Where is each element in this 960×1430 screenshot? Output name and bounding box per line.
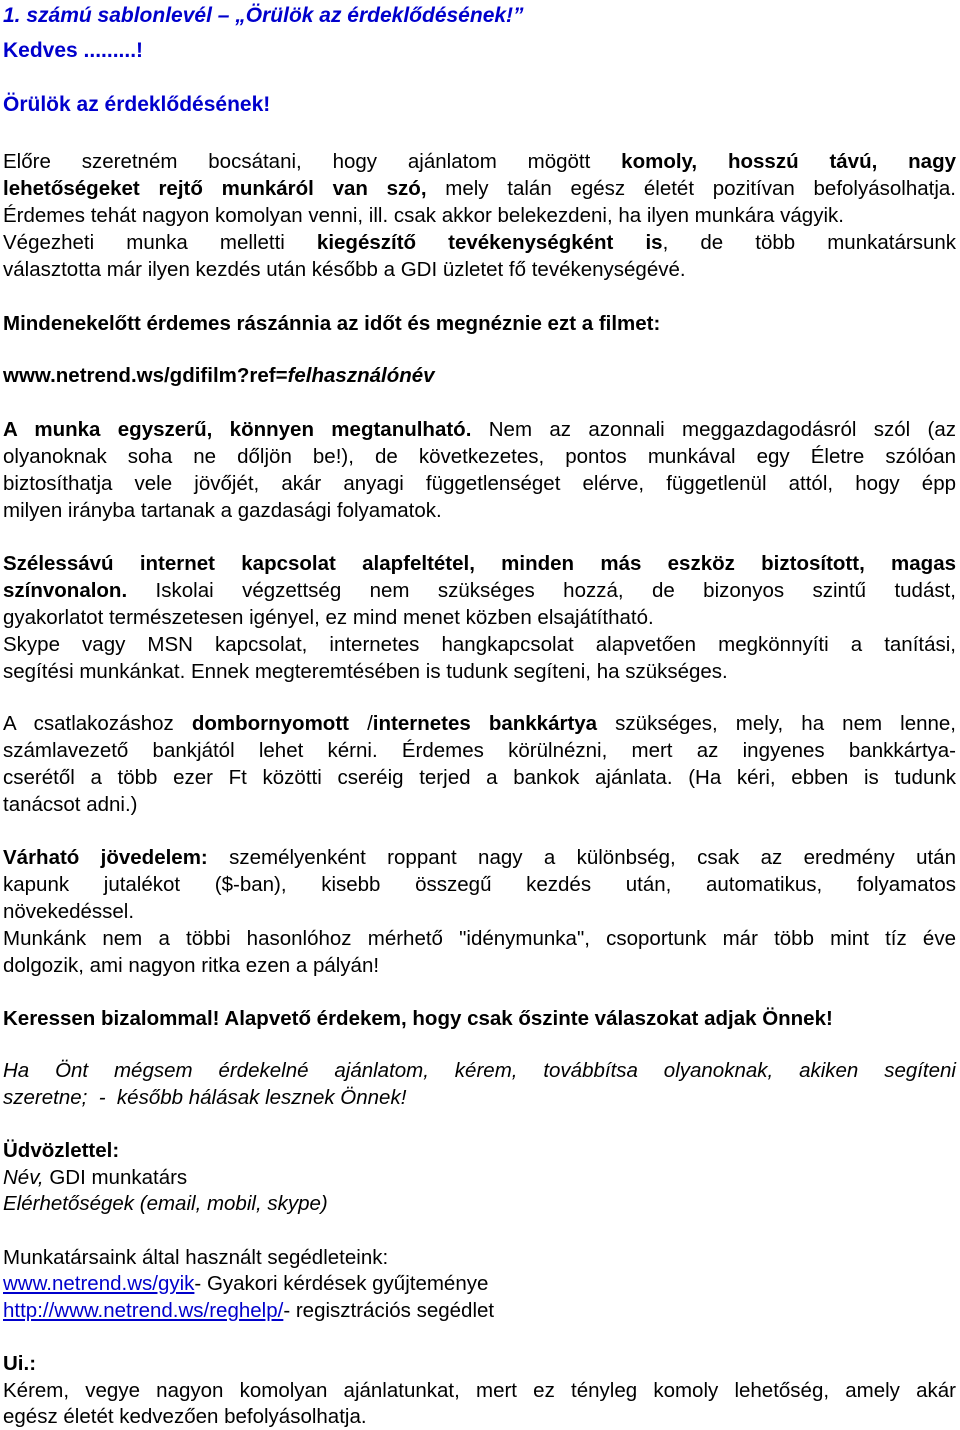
text: szükséges, mely, ha nem lenne, <box>597 712 956 735</box>
reghelp-link[interactable]: http://www.netrend.ws/reghelp/ <box>3 1299 284 1322</box>
p2-line-1 <box>3 417 956 443</box>
ps-line-2: egész életét kedvezően befolyásolhatja. <box>3 1405 367 1428</box>
p5-line-1 <box>3 845 956 871</box>
p1-line-1 <box>3 149 956 175</box>
template-title: 1. számú sablonlevél – „Örülök az érdeklődésének!” <box>3 4 524 27</box>
ps-line-1: Kérem, vegye nagyon komolyan ajánlatunkat, mert ez tényleg komoly lehetőség, amely akár <box>3 1379 956 1402</box>
text: / <box>349 712 373 735</box>
film-url <box>3 363 435 389</box>
emphasis: A munka egyszerű, könnyen megtanulható. <box>3 418 472 441</box>
ps-label: Ui.: <box>3 1352 37 1375</box>
text: Iskolai végzettség nem szükséges hozzá, de bizonyos szintű tudást, <box>127 579 956 602</box>
p2-line-2: olyanoknak soha ne dőljön be!), de következetes, pontos munkával egy Életre szólóan <box>3 445 956 468</box>
url-text: www.netrend.ws/gdifilm?ref= <box>3 364 288 387</box>
name-placeholder: Név, <box>3 1166 44 1189</box>
emphasis: színvonalon. <box>3 579 128 602</box>
text: , de több munkatársunk <box>662 231 956 254</box>
tools-item-1 <box>3 1271 488 1297</box>
p5-line-5: dolgozik, ami nagyon ritka ezen a pályán! <box>3 954 380 977</box>
forward-line-1: Ha Önt mégsem érdekelné ajánlatom, kérem, továbbítsa olyanoknak, akiken segíteni <box>3 1059 956 1082</box>
trust-line: Keressen bizalommal! Alapvető érdekem, hogy csak őszinte válaszokat adjak Önnek! <box>3 1007 833 1030</box>
emphasis: Várható jövedelem: <box>3 846 208 869</box>
signature-contacts: Elérhetőségek (email, mobil, skype) <box>3 1192 328 1215</box>
p5-line-3: növekedéssel. <box>3 900 135 923</box>
p3-line-1: Szélessávú internet kapcsolat alapfeltétel, minden más eszköz biztosított, magas <box>3 552 956 575</box>
url-placeholder: felhasználónév <box>287 364 435 387</box>
p4-line-2: számlavezető bankjától lehet kérni. Érdemes körülnézni, mert az ingyenes bankkártya- <box>3 739 956 762</box>
p1-line-2 <box>3 176 956 202</box>
headline: Örülök az érdeklődésének! <box>3 93 271 116</box>
p2-line-4: milyen irányba tartanak a gazdasági folyamatok. <box>3 499 442 522</box>
signature-greeting: Üdvözlettel: <box>3 1139 120 1162</box>
p4-line-4: tanácsot adni.) <box>3 793 138 816</box>
p3-line-3: gyakorlatot természetesen igényel, ez mind menet közben elsajátítható. <box>3 606 654 629</box>
text: Nem az azonnali meggazdagodásról szól (az <box>471 418 956 441</box>
p3-line-2 <box>3 578 956 604</box>
faq-link[interactable]: www.netrend.ws/gyik <box>3 1272 195 1295</box>
text: - Gyakori kérdések gyűjteménye <box>194 1272 489 1295</box>
emphasis: lehetőségeket rejtő munkáról van szó, <box>3 177 427 200</box>
p5-line-2: kapunk jutalékot ($-ban), kisebb összegű kezdés után, automatikus, folyamatos <box>3 873 956 896</box>
film-heading: Mindenekelőtt érdemes rászánnia az időt és megnéznie ezt a filmet: <box>3 312 661 335</box>
emphasis: komoly, hosszú távú, nagy <box>621 150 956 173</box>
text: - regisztrációs segédlet <box>283 1299 495 1322</box>
text: Végezheti munka melletti <box>3 231 317 254</box>
p5-line-4: Munkánk nem a többi hasonlóhoz mérhető "idénymunka", csoportunk már több mint tíz éve <box>3 927 956 950</box>
greeting-line: Kedves .........! <box>3 39 144 62</box>
p1-line-4 <box>3 230 956 256</box>
p3-line-5: segítési munkánkat. Ennek megteremtésében is tudunk segíteni, ha szükséges. <box>3 660 728 683</box>
text: A csatlakozáshoz <box>3 712 192 735</box>
text: személyenként roppant nagy a különbség, csak az eredmény után <box>207 846 956 869</box>
signature-name <box>3 1165 187 1191</box>
p1-line-5: választotta már ilyen kezdés után később a GDI üzletet fő tevékenységévé. <box>3 258 686 281</box>
tools-heading: Munkatársaink által használt segédleteink: <box>3 1246 389 1269</box>
p1-line-3: Érdemes tehát nagyon komolyan venni, ill. csak akkor belekezdeni, ha ilyen munkára vágyik. <box>3 204 844 227</box>
p4-line-1 <box>3 711 956 737</box>
emphasis: dombornyomott <box>191 712 349 735</box>
text: mely talán egész életét pozitívan befolyásolhatja. <box>426 177 956 200</box>
p4-line-3: cserétől a több ezer Ft közötti cseréig terjed a bankok ajánlata. (Ha kéri, ebben is tudunk <box>3 766 956 789</box>
p2-line-3: biztosíthatja vele jövőjét, akár anyagi függetlenséget elérve, függetlenül attól, hogy épp <box>3 472 956 495</box>
text: GDI munkatárs <box>43 1166 188 1189</box>
tools-item-2 <box>3 1298 494 1324</box>
text: Előre szeretném bocsátani, hogy ajánlatom mögött <box>3 150 622 173</box>
emphasis: internetes bankkártya <box>372 712 598 735</box>
emphasis: kiegészítő tevékenységként is <box>316 231 663 254</box>
forward-line-2: szeretne; - később hálásak lesznek Önnek! <box>3 1086 407 1109</box>
p3-line-4: Skype vagy MSN kapcsolat, internetes hangkapcsolat alapvetően megkönnyíti a tanítási, <box>3 633 956 656</box>
